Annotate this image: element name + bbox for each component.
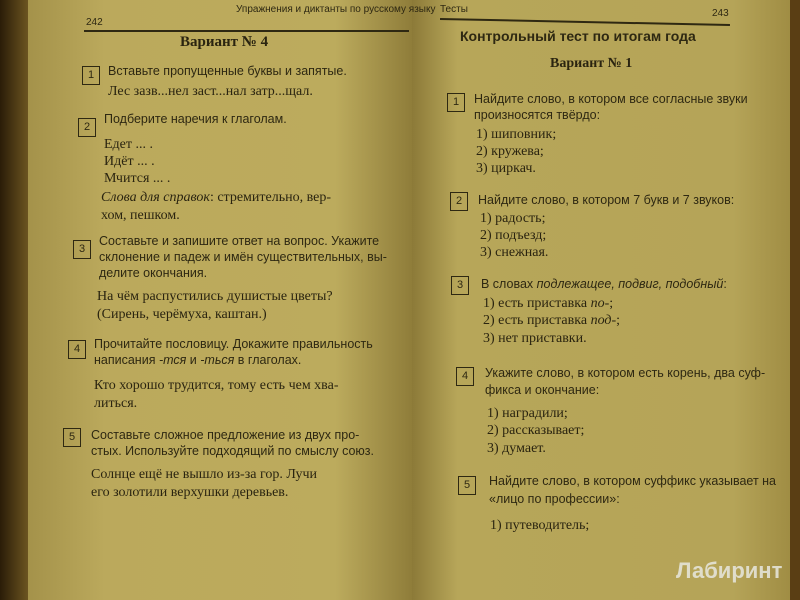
variant-title: Вариант № 4 (180, 34, 269, 50)
task-text: делите окончания. (99, 266, 208, 280)
test-heading: Контрольный тест по итогам года (460, 28, 696, 44)
running-head: Тесты (440, 4, 468, 15)
running-head: Упражнения и диктанты по русскому языку (236, 4, 436, 15)
task-body: (Сирень, черёмуха, каштан.) (97, 307, 267, 322)
hint-line: хом, пешком. (101, 208, 180, 223)
variant-title: Вариант № 1 (550, 56, 633, 71)
task-body: Мчится ... . (104, 171, 171, 186)
hint-label: Слова для справок (101, 190, 210, 205)
answer-option: 3) нет приставки. (483, 331, 587, 346)
answer-option: 3) снежная. (480, 245, 549, 260)
task-text: Прочитайте пословицу. Докажите правильность (94, 337, 373, 351)
task-text: Составьте сложное предложение из двух про- (91, 428, 360, 442)
answer-option: 2) кружева; (476, 144, 544, 159)
task-body: Едет ... . (104, 137, 154, 152)
task-text: Укажите слово, в котором есть корень, два суф- (485, 366, 766, 380)
task-text: Найдите слово, в котором 7 букв и 7 звуков: (478, 193, 735, 207)
task-text: Подберите наречия к глаголам. (104, 112, 287, 126)
task-number-box: 4 (456, 367, 474, 386)
task-text: Вставьте пропущенные буквы и запятые. (108, 64, 347, 78)
answer-option: 1) шиповник; (476, 127, 557, 142)
task-text: стых. Используйте подходящий по смыслу союз. (91, 444, 374, 458)
answer-option: 3) циркач. (476, 161, 536, 176)
task-text: фикса и окончание: (485, 383, 600, 397)
hint-line (101, 190, 331, 207)
task-text: В словах подлежащее, подвиг, подобный: (481, 277, 727, 291)
page-number: 242 (86, 17, 103, 28)
answer-option: 1) радость; (480, 211, 546, 226)
task-text: Найдите слово, в котором суффикс указывает на (489, 474, 776, 488)
task-number-box: 2 (450, 192, 468, 211)
task-number-box: 3 (451, 276, 469, 295)
task-body: Лес зазв...нел заст...нал затр...щал. (108, 84, 313, 99)
task-number-box: 1 (82, 66, 100, 85)
task-text: склонение и падеж и имён существительных, вы- (99, 250, 387, 264)
task-body: его золотили верхушки деревьев. (91, 485, 289, 500)
task-body: Идёт ... . (104, 154, 155, 169)
task-number-box: 4 (68, 340, 86, 359)
task-text: написания -тся и -ться в глаголах. (94, 353, 302, 367)
answer-option: 1) наградили; (487, 406, 568, 421)
watermark-logo: Лабиринт (676, 558, 783, 583)
task-body: Солнце ещё не вышло из-за гор. Лучи (91, 467, 318, 482)
task-text: «лицо по профессии»: (489, 492, 620, 506)
task-text: Составьте и запишите ответ на вопрос. Укажите (99, 234, 380, 248)
task-number-box: 5 (63, 428, 81, 447)
answer-option: 2) подъезд; (480, 228, 547, 243)
answer-option: 2) рассказывает; (487, 423, 585, 438)
answer-option: 1) есть приставка по-; (483, 296, 614, 311)
task-number-box: 2 (78, 118, 96, 137)
answer-option: 1) путеводитель; (490, 518, 590, 533)
task-body: литься. (94, 396, 138, 411)
page-number: 243 (712, 8, 729, 19)
task-body: Кто хорошо трудится, тому есть чем хва- (94, 378, 339, 393)
hint-text: : стремительно, вер- (209, 190, 332, 205)
task-text: произносятся твёрдо: (474, 108, 601, 122)
task-body: На чём распустились душистые цветы? (97, 289, 333, 304)
task-text: Найдите слово, в котором все согласные звуки (474, 92, 748, 106)
task-number-box: 3 (73, 240, 91, 259)
task-number-box: 1 (447, 93, 465, 112)
answer-option: 2) есть приставка под-; (483, 313, 621, 328)
task-number-box: 5 (458, 476, 476, 495)
header-rule (84, 30, 409, 32)
answer-option: 3) думает. (487, 441, 546, 456)
